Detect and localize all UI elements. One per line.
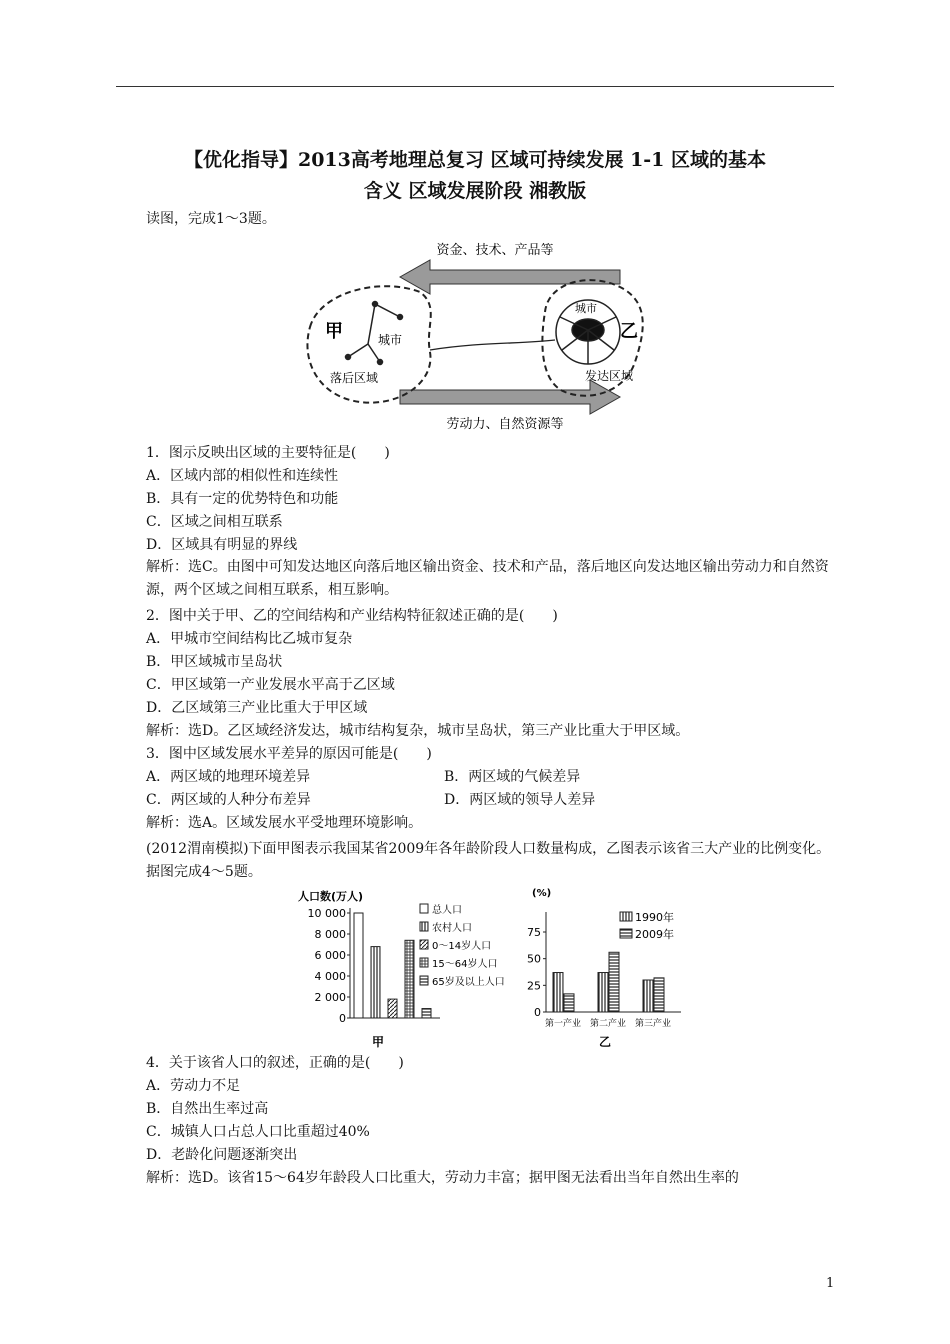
chart-population [298, 888, 523, 1050]
chart-a-legend-swatch [420, 904, 428, 913]
q4-option-c: C．城镇人口占总人口比重超过40% [146, 1124, 370, 1140]
chart-a-bar [354, 913, 363, 1018]
q4-stem: 4．关于该省人口的叙述，正确的是( ) [146, 1055, 404, 1071]
q1-stem: 1．图示反映出区域的主要特征是( ) [146, 445, 390, 461]
chart-b-ylabel: (%) [532, 888, 552, 899]
q3-stem: 3．图中区域发展水平差异的原因可能是( ) [146, 746, 432, 762]
q1-option-c: C．区域之间相互联系 [146, 514, 283, 530]
chart-b-legend-label: 1990年 [635, 911, 674, 924]
right-area-label: 发达区域 [585, 369, 634, 383]
chart-a-ytick-label: 0 [339, 1012, 346, 1025]
chart-b-ytick-label: 75 [527, 926, 541, 939]
chart-a-bar [422, 1009, 431, 1018]
chart-a-bar [388, 999, 397, 1018]
chart-a-legend-label: 总人口 [432, 905, 462, 916]
left-region-label: 甲 [325, 321, 343, 342]
chart-a-title: 甲 [371, 1035, 385, 1049]
chart-b-bar [654, 978, 664, 1012]
left-city-label: 城市 [378, 333, 403, 347]
q3-option-b: B．两区域的气候差异 [444, 769, 581, 785]
chart-a-ytick-label: 6 000 [314, 949, 346, 962]
chart-b-bar [609, 952, 619, 1012]
header-rule [116, 86, 834, 87]
chart-a-legend-swatch [420, 922, 428, 931]
q4-option-b: B．自然出生率过高 [146, 1101, 269, 1117]
top-arrow [400, 260, 620, 294]
chart-b-category-label: 第一产业 [544, 1019, 582, 1029]
q3-option-d: D．两区域的领导人差异 [444, 792, 596, 808]
chart-b-category-label: 第二产业 [589, 1019, 627, 1029]
bottom-arrow [400, 380, 620, 414]
chart-b-title: 乙 [598, 1035, 612, 1049]
q2-option-b: B．甲区域城市呈岛状 [146, 654, 283, 670]
chart-b-category-label: 第三产业 [634, 1019, 672, 1029]
chart-a-legend-swatch [420, 976, 428, 985]
doc-title-line1: 【优化指导】2013高考地理总复习 区域可持续发展 1-1 区域的基本 [183, 149, 767, 171]
q4-answer: 解析：选D。该省15～64岁年龄段人口比重大，劳动力丰富；据甲图无法看出当年自然出生率的 [146, 1170, 739, 1186]
chart-b-ytick-label: 25 [527, 979, 541, 993]
link-line [430, 340, 555, 350]
chart-b-bar [643, 980, 653, 1012]
page-number: 1 [826, 1276, 835, 1291]
q3-option-a: A．两区域的地理环境差异 [146, 769, 311, 785]
right-region-label: 乙 [620, 321, 638, 342]
q1-option-a: A．区域内部的相似性和连续性 [146, 468, 339, 484]
chart-b-bar [564, 994, 574, 1012]
q2-option-a: A．甲城市空间结构比乙城市复杂 [146, 631, 353, 647]
chart-a-legend-label: 15～64岁人口 [432, 959, 498, 970]
chart-a-ytick-label: 2 000 [314, 991, 346, 1004]
chart-b-bar [598, 973, 608, 1012]
q4-option-d: D．老龄化问题逐渐突出 [146, 1147, 298, 1163]
chart-a-legend-label: 农村人口 [432, 923, 472, 934]
q1-answer: 解析：选C。由图中可知发达地区向落后地区输出资金、技术和产品，落后地区向发达地区输出劳动力和自然资源，两个区域之间相互联系，相互影响。 [146, 559, 829, 598]
doc-title-line2: 含义 区域发展阶段 湘教版 [363, 180, 587, 202]
region-diagram [290, 232, 660, 442]
chart-a-legend-swatch [420, 940, 428, 949]
chart-industry [520, 884, 690, 1050]
chart-b-legend-swatch [620, 912, 632, 921]
chart-a-ylabel: 人口数(万人) [298, 890, 364, 903]
q2-option-c: C．甲区域第一产业发展水平高于乙区域 [146, 677, 395, 693]
right-city-label: 城市 [575, 302, 597, 315]
q2-stem: 2．图中关于甲、乙的空间结构和产业结构特征叙述正确的是( ) [146, 608, 558, 624]
intro-2: (2012渭南模拟)下面甲图表示我国某省2009年各年龄阶段人口数量构成，乙图表示该省三大产业的比例变化。据图完成4～5题。 [146, 841, 831, 880]
chart-a-ytick-label: 4 000 [314, 970, 346, 983]
chart-a-ytick-label: 8 000 [314, 928, 346, 941]
q1-option-b: B．具有一定的优势特色和功能 [146, 491, 339, 507]
q4-option-a: A．劳动力不足 [146, 1078, 241, 1094]
chart-a-bar [405, 940, 414, 1018]
q3-answer: 解析：选A。区域发展水平受地理环境影响。 [146, 815, 423, 831]
chart-a-legend-swatch [420, 958, 428, 967]
intro-1: 读图，完成1～3题。 [146, 211, 276, 227]
chart-b-ytick-label: 0 [534, 1006, 541, 1019]
q1-option-d: D．区域具有明显的界线 [146, 537, 298, 553]
chart-b-bar [553, 973, 563, 1012]
chart-b-legend-label: 2009年 [635, 928, 674, 941]
chart-a-legend-label: 65岁及以上人口 [432, 977, 505, 988]
chart-a-legend-label: 0～14岁人口 [432, 941, 492, 952]
top-arrow-label: 资金、技术、产品等 [436, 243, 554, 258]
bottom-arrow-label: 劳动力、自然资源等 [446, 417, 564, 432]
q3-option-c: C．两区域的人种分布差异 [146, 792, 311, 808]
left-area-label: 落后区域 [330, 371, 379, 385]
chart-a-ytick-label: 10 000 [307, 907, 346, 920]
chart-b-legend-swatch [620, 929, 632, 938]
q2-answer: 解析：选D。乙区域经济发达，城市结构复杂，城市呈岛状，第三产业比重大于甲区域。 [146, 723, 690, 739]
chart-b-ytick-label: 50 [527, 952, 541, 966]
chart-a-bar [371, 947, 380, 1018]
q2-option-d: D．乙区域第三产业比重大于甲区域 [146, 700, 368, 716]
